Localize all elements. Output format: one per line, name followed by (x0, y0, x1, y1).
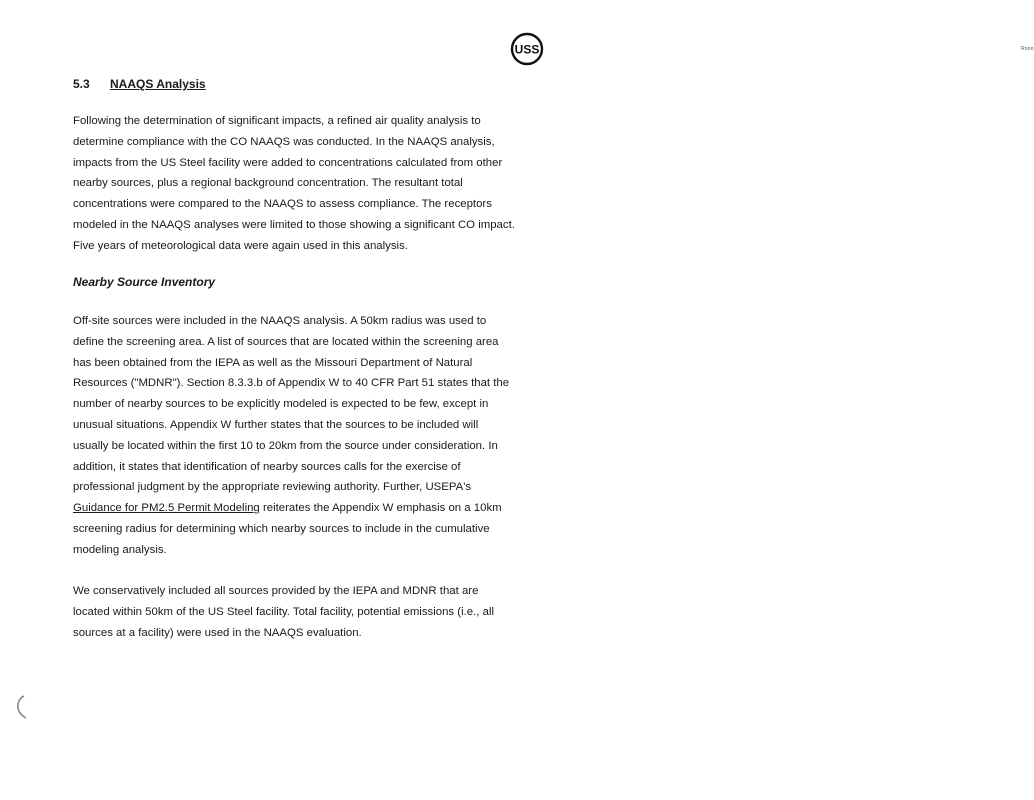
uss-logo-icon (508, 32, 546, 66)
text-line: addition, it states that identification of nearby sources calls for the exercise of (73, 460, 461, 473)
text-line: sources at a facility) were used in the NAAQS evaluation. (73, 626, 362, 639)
text-line: impacts from the US Steel facility were added to concentrations calculated from other (73, 156, 503, 169)
logo-caption: Rooo (1021, 46, 1034, 52)
text-line: Resources ("MDNR"). Section 8.3.3.b of Appendix W to 40 CFR Part 51 states that the (73, 377, 510, 390)
text-line: screening radius for determining which nearby sources to include in the cumulative (73, 522, 490, 535)
text-line: has been obtained from the IEPA as well as the Missouri Department of Natural (73, 356, 473, 369)
svg-text:USS: USS (514, 42, 540, 57)
paragraph-naaqs-analysis (73, 111, 545, 257)
guidance-document-title: Guidance for PM2.5 Permit Modeling (73, 502, 260, 515)
text-line: modeled in the NAAQS analyses were limited to those showing a significant CO impact. (73, 218, 515, 231)
section-title: NAAQS Analysis (110, 77, 206, 91)
scan-mark-icon (10, 692, 40, 722)
text-line: modeling analysis. (73, 543, 167, 556)
text-line (73, 498, 545, 519)
text-line: concentrations were compared to the NAAQS to assess compliance. The receptors (73, 198, 492, 211)
subheading-nearby-source-inventory: Nearby Source Inventory (73, 275, 216, 289)
text-line: usually be located within the first 10 to 20km from the source under consideration. In (73, 439, 498, 452)
text-line: determine compliance with the CO NAAQS was conducted. In the NAAQS analysis, (73, 135, 495, 148)
text-line: Five years of meteorological data were again used in this analysis. (73, 239, 408, 252)
text-line: define the screening area. A list of sources that are located within the screening area (73, 335, 499, 348)
text-line: nearby sources, plus a regional background concentration. The resultant total (73, 177, 463, 190)
text-line: Off-site sources were included in the NAAQS analysis. A 50km radius was used to (73, 315, 487, 327)
text-span: reiterates the Appendix W emphasis on a 10km (259, 502, 502, 515)
text-line: number of nearby sources to be explicitly modeled is expected to be few, except in (73, 398, 489, 411)
paragraph-conservative-inclusion (73, 581, 545, 643)
section-number: 5.3 (73, 77, 90, 91)
text-line: We conservatively included all sources provided by the IEPA and MDNR that are (73, 585, 479, 597)
section-heading (73, 77, 206, 91)
text-line: Following the determination of significant impacts, a refined air quality analysis to (73, 115, 481, 127)
paragraph-offsite-sources (73, 311, 545, 561)
uss-logo (508, 22, 1034, 66)
text-line: unusual situations. Appendix W further states that the sources to be included will (73, 418, 479, 431)
text-line: located within 50km of the US Steel facility. Total facility, potential emissions (i.e., all (73, 605, 495, 618)
text-line: professional judgment by the appropriate reviewing authority. Further, USEPA's (73, 481, 472, 494)
